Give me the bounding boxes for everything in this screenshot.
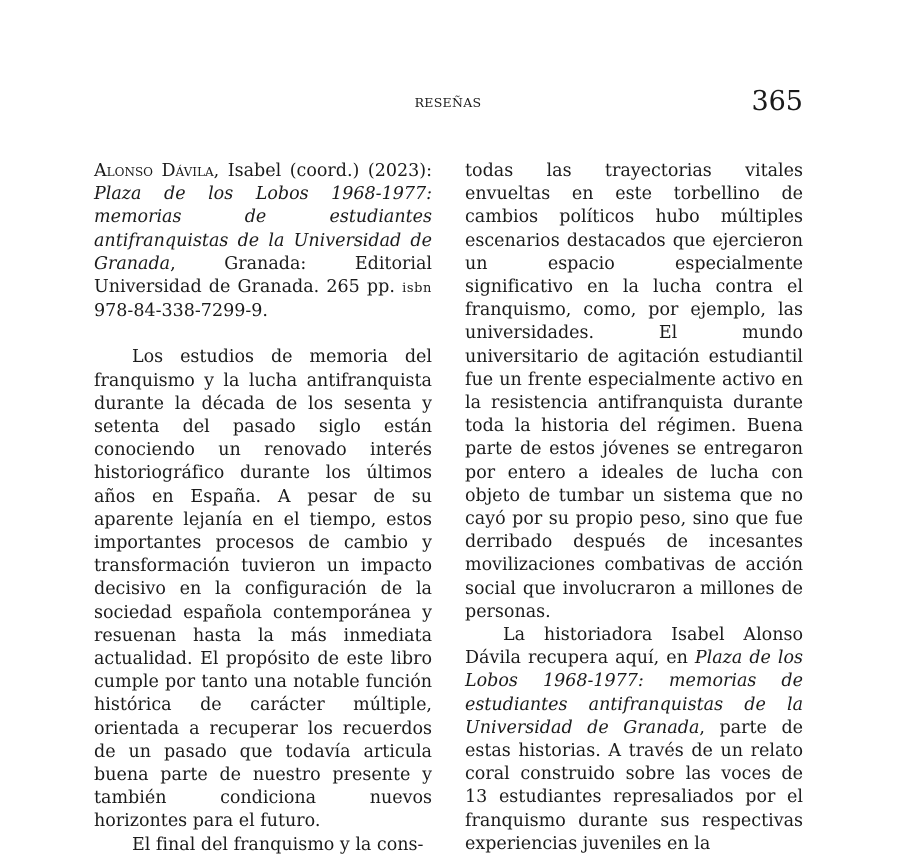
paragraph-3-intro: La historiadora Isabel Alonso Dávila recupera aquí, en [465,625,803,669]
publication-details: , Granada: Editorial Universidad de Granada. 265 pp. [94,253,432,298]
isbn-label: isbn [402,281,432,297]
page-number: 365 [751,86,803,117]
author-given-name: Isabel (coord.) (2023): [219,161,432,181]
body-paragraph-continued: todas las trayectorias vitales envueltas en este torbellino de cambios políticos hubo múltiples escenarios destacados que ejercieron un espacio especialmente significativo en la lucha contra el franquismo, como, por ejemplo, las universidades. El mundo universitario de agitación estudiantil fue un frente especialmente activo en la resistencia antifranquista durante toda la historia del régimen. Buena parte de estos jóvenes se entregaron por entero a ideales de lucha con objeto de tumbar un sistema que no cayó por su propio peso, sino que fue derribado después de incesantes movilizaciones combativas de acción social que involucraron a millones de personas. [465,161,803,622]
right-column [465,160,803,856]
body-paragraph-1: Los estudios de memoria del franquismo y la lucha antifranquista durante la década de los sesenta y setenta del pasado siglo están conociendo un renovado interés historiográfico durante los últimos años en España. A pesar de su aparente lejanía en el tiempo, estos importantes procesos de cambio y transformación tuvieron un impacto decisivo en la configuración de la sociedad española contemporánea y resuenan hasta la más inmediata actualidad. El propósito de este libro cumple por tanto una notable función histórica de carácter múltiple, orientada a recuperar los recuerdos de un pasado que todavía articula buena parte de nuestro presente y también condiciona nuevos horizontes para el futuro. [94,347,432,832]
author-surname: Alonso Dávila, [94,161,220,181]
body-paragraph-3 [465,624,803,856]
left-column [94,160,432,857]
running-head: RESEÑAS [414,95,482,110]
paragraph-3-book-title: Plaza de los Lobos 1968-1977: memorias de estudiantes antifranquistas de la Universidad de Granada [465,648,804,738]
isbn-number: 978-84-338-7299-9. [94,301,268,322]
body-paragraph-2-start: El final del franquismo y la cons- [132,834,424,855]
book-citation [94,160,432,323]
paragraph-3-body: , parte de estas historias. A través de un relato coral construido sobre las voces de 13 estudiantes represaliados por el franquismo durante sus respectivas experiencias juveniles en la [465,717,803,854]
book-title: Plaza de los Lobos 1968-1977: memorias de estudiantes antifranquistas de la Universidad de Granada [94,184,432,274]
